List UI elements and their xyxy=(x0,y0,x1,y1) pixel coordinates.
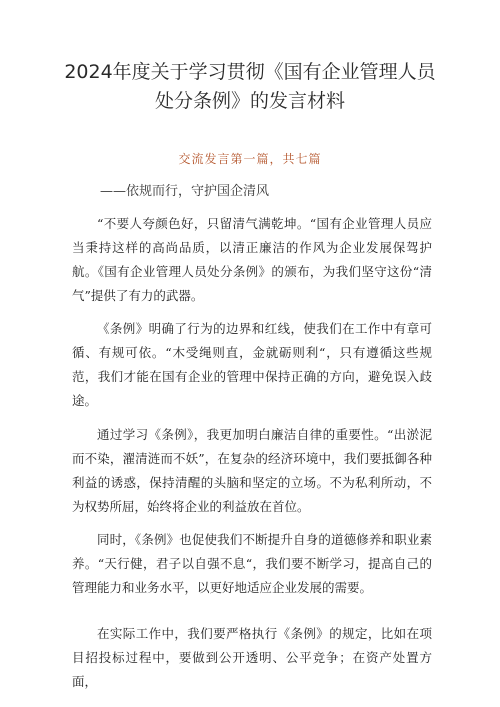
paragraph: 《条例》明确了行为的边界和红线，使我们在工作中有章可循、有规可依。“木受绳则直，金就砺则利“，只有遵循这些规范，我们才能在国有企业的管理中保持正确的方向，避免误入歧途。 xyxy=(72,321,432,408)
paragraph: “不要人夸颜色好，只留清气满乾坤。“国有企业管理人员应当秉持这样的高尚品质，以清正廉洁的作风为企业发展保驾护航。《国有企业管理人员处分条例》的颁布，为我们坚守这份“清气”提供了有力的武器。 xyxy=(72,216,432,303)
document-title: 2024年度关于学习贯彻《国有企业管理人员处分条例》的发言材料 xyxy=(64,61,436,112)
paragraph: 同时，《条例》也促使我们不断提升自身的道德修养和职业素养。“天行健，君子以自强不息“，我们要不断学习，提高自己的管理能力和业务水平，以更好地适应企业发展的需要。 xyxy=(72,532,432,595)
paragraph: 通过学习《条例》，我更加明白廉洁自律的重要性。“出淤泥而不染，濯清涟而不妖”，在复杂的经济环境中，我们要抵御各种利益的诱惑，保持清醒的头脑和坚定的立场。不为私利所动，不为权势所屈，始终将企业的利益放在首位。 xyxy=(72,427,432,514)
document-motto: ——依规而行，守护国企清风 xyxy=(100,184,270,199)
document-subtitle: 交流发言第一篇，共七篇 xyxy=(178,152,322,166)
paragraph: 在实际工作中，我们要严格执行《条例》的规定，比如在项目招投标过程中，要做到公开透明、公平竞争；在资产处置方面， xyxy=(72,626,432,689)
